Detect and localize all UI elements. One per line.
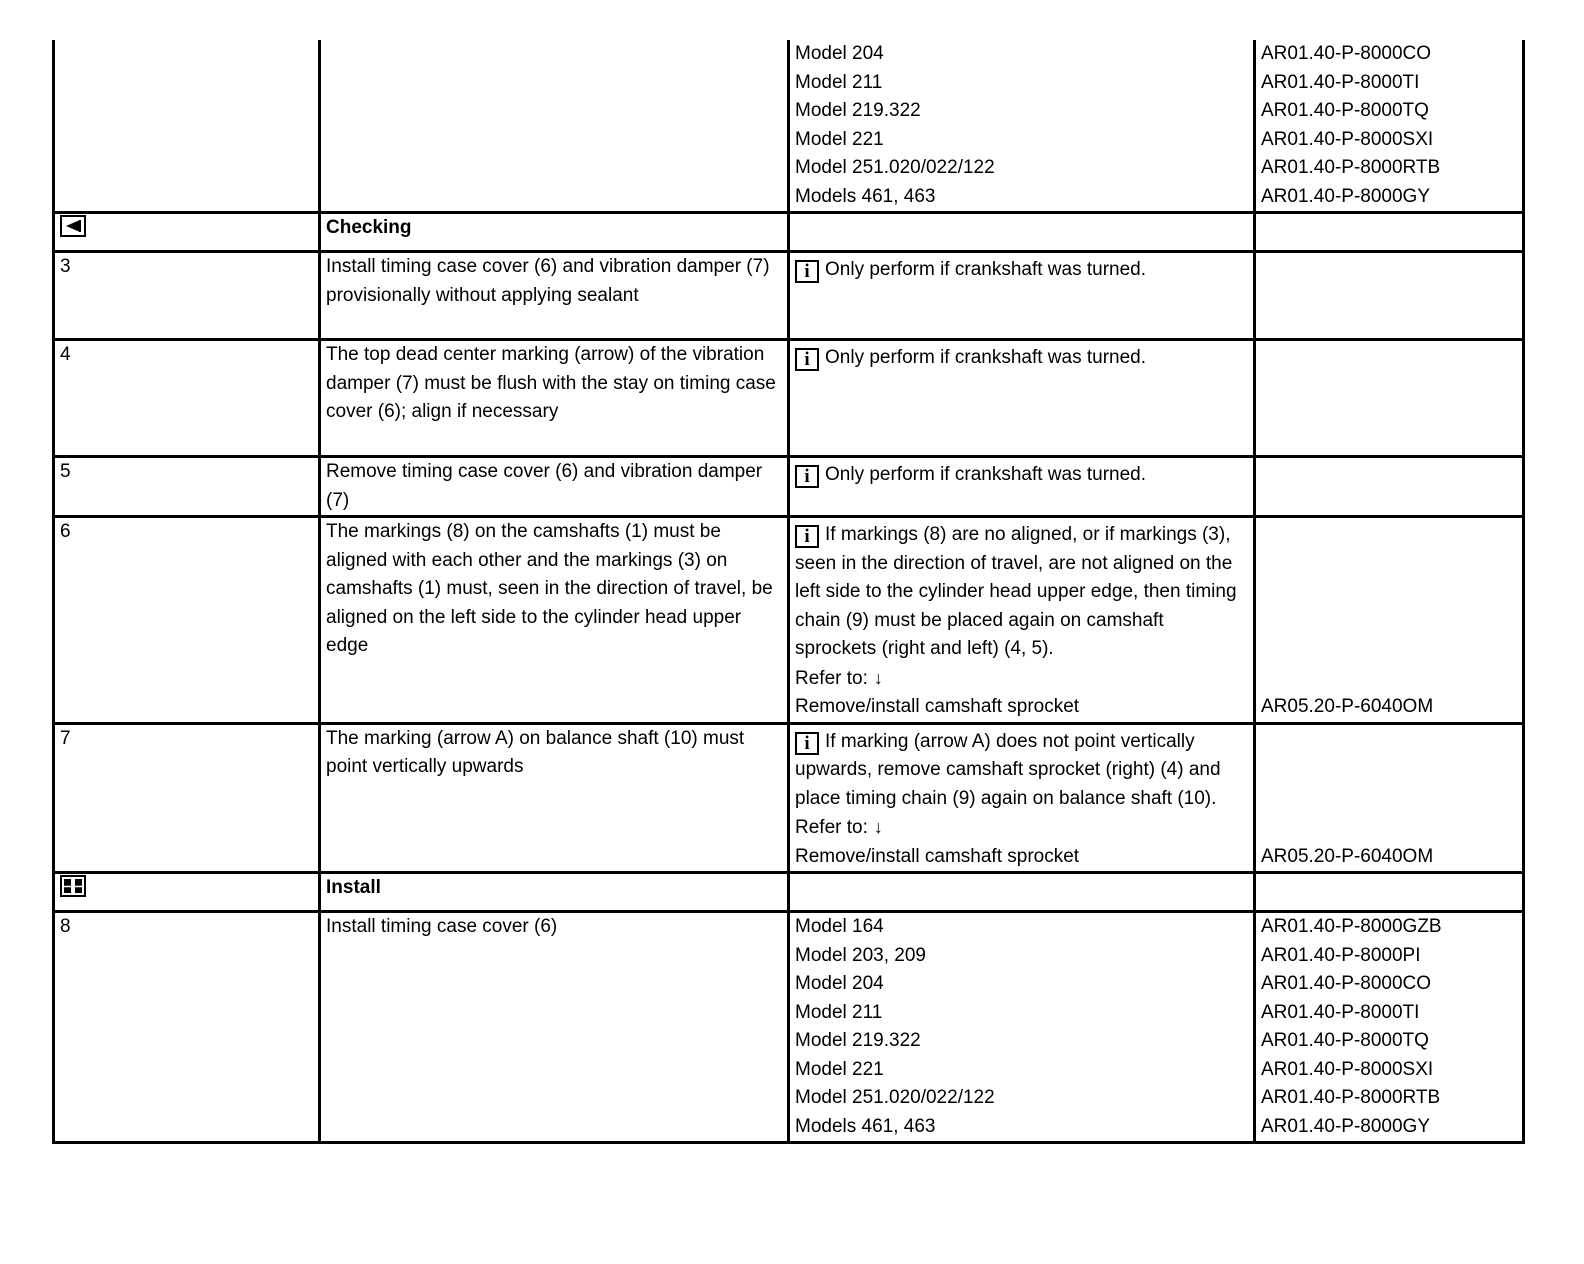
step-text: The markings (8) on the camshafts (1) must be aligned with each other and the markings (3) on camshafts (1) must, seen in the direction of travel, be aligned on the left side to the cylinder head upper edge	[320, 517, 789, 724]
step-number: 8	[54, 912, 320, 1143]
model-item: Model 211	[795, 71, 883, 93]
step-note-cell	[789, 457, 1255, 517]
models-cell	[789, 40, 1255, 213]
step-note-cell	[789, 252, 1255, 340]
empty-cell	[1255, 252, 1524, 340]
empty-cell	[789, 213, 1255, 252]
refer-link[interactable]: Remove/install camshaft sprocket	[795, 845, 1080, 867]
refer-to-label: Refer to:	[795, 817, 868, 838]
step-note-cell	[789, 340, 1255, 457]
step-note-cell	[789, 723, 1255, 873]
procedure-table	[52, 40, 1525, 1144]
ref-link[interactable]: AR01.40-P-8000SXI	[1261, 1058, 1434, 1080]
ref-link[interactable]: AR01.40-P-8000CO	[1261, 973, 1432, 994]
info-icon: i	[795, 348, 819, 371]
empty-cell	[1255, 213, 1524, 252]
model-item: Model 164	[795, 916, 884, 937]
step-number: 6	[54, 517, 320, 724]
step-text: The top dead center marking (arrow) of the vibration damper (7) must be flush with the stay on timing case cover (6); align if necessary	[320, 340, 789, 457]
step-number: 5	[54, 457, 320, 517]
step-text: Remove timing case cover (6) and vibration damper (7)	[320, 457, 789, 517]
step-number: 7	[54, 723, 320, 873]
table-row-top-models	[54, 40, 1524, 213]
model-item: Model 251.020/022/122	[795, 1087, 995, 1108]
section-title-cell	[320, 213, 789, 252]
ref-link[interactable]: AR01.40-P-8000PI	[1261, 944, 1421, 966]
info-icon: i	[795, 732, 819, 755]
ref-link[interactable]: AR05.20-P-6040OM	[1261, 845, 1434, 867]
section-title: Checking	[326, 217, 412, 238]
down-arrow-icon: ↓	[873, 667, 883, 688]
section-icon-cell	[54, 873, 320, 912]
table-row-step-8	[54, 912, 1524, 1143]
empty-cell	[1255, 340, 1524, 457]
table-row-step-3	[54, 252, 1524, 340]
ref-cell	[1255, 517, 1524, 724]
refs-cell	[1255, 40, 1524, 213]
refs-cell	[1255, 912, 1524, 1143]
step-number-cell	[54, 40, 320, 213]
step-note: If marking (arrow A) does not point vertically upwards, remove camshaft sprocket (right) (4) and place timing chain (9) again on balance shaft (10).	[795, 730, 1221, 809]
info-icon: i	[795, 465, 819, 488]
step-text-cell	[320, 40, 789, 213]
down-arrow-icon: ↓	[873, 817, 883, 837]
table-row-step-7	[54, 723, 1524, 873]
empty-cell	[1255, 457, 1524, 517]
check-triangle-icon	[60, 215, 86, 237]
info-icon: i	[795, 525, 819, 548]
table-row-step-4	[54, 340, 1524, 457]
empty-cell	[789, 873, 1255, 912]
refer-link[interactable]: Remove/install camshaft sprocket	[795, 696, 1080, 717]
step-note: If markings (8) are no aligned, or if markings (3), seen in the direction of travel, are not aligned on the left side to the cylinder head upper edge, then timing chain (9) must be placed again on camshaft sprockets (right and left) (4, 5).	[795, 524, 1237, 659]
step-text: The marking (arrow A) on balance shaft (10) must point vertically upwards	[320, 723, 789, 873]
model-item: Models 461, 463	[795, 1115, 936, 1137]
step-note: Only perform if crankshaft was turned.	[825, 347, 1147, 368]
section-icon-cell	[54, 213, 320, 252]
ref-link[interactable]: AR01.40-P-8000TI	[1261, 71, 1420, 93]
info-icon: i	[795, 260, 819, 283]
model-item: Model 211	[795, 1001, 883, 1023]
model-item: Models 461, 463	[795, 185, 936, 207]
ref-link[interactable]: AR01.40-P-8000GY	[1261, 185, 1430, 207]
step-number: 3	[54, 252, 320, 340]
section-row-checking	[54, 213, 1524, 252]
step-note-cell	[789, 517, 1255, 724]
table-row-step-5	[54, 457, 1524, 517]
ref-link[interactable]: AR01.40-P-8000CO	[1261, 43, 1432, 64]
ref-link[interactable]: AR01.40-P-8000TQ	[1261, 100, 1429, 121]
ref-link[interactable]: AR01.40-P-8000TI	[1261, 1001, 1420, 1023]
table-row-step-6	[54, 517, 1524, 724]
model-item: Model 219.322	[795, 1030, 921, 1051]
ref-cell	[1255, 723, 1524, 873]
ref-link[interactable]: AR01.40-P-8000TQ	[1261, 1030, 1429, 1051]
model-item: Model 203, 209	[795, 944, 926, 966]
section-title-cell	[320, 873, 789, 912]
step-note: Only perform if crankshaft was turned.	[825, 464, 1147, 485]
step-text: Install timing case cover (6)	[320, 912, 789, 1143]
ref-link[interactable]: AR01.40-P-8000GZB	[1261, 916, 1442, 937]
model-item: Model 219.322	[795, 100, 921, 121]
install-arrows-icon	[60, 875, 86, 897]
model-item: Model 221	[795, 128, 884, 150]
refer-to-label: Refer to:	[795, 667, 868, 689]
model-item: Model 221	[795, 1058, 884, 1080]
ref-link[interactable]: AR01.40-P-8000RTB	[1261, 157, 1441, 178]
model-item: Model 251.020/022/122	[795, 157, 995, 178]
step-number: 4	[54, 340, 320, 457]
ref-link[interactable]: AR01.40-P-8000SXI	[1261, 128, 1434, 150]
section-title: Install	[326, 877, 381, 898]
empty-cell	[1255, 873, 1524, 912]
ref-link[interactable]: AR01.40-P-8000GY	[1261, 1115, 1430, 1137]
models-cell	[789, 912, 1255, 1143]
step-note: Only perform if crankshaft was turned.	[825, 259, 1147, 280]
section-row-install	[54, 873, 1524, 912]
model-item: Model 204	[795, 973, 884, 994]
ref-link[interactable]: AR05.20-P-6040OM	[1261, 696, 1434, 717]
ref-link[interactable]: AR01.40-P-8000RTB	[1261, 1087, 1441, 1108]
step-text: Install timing case cover (6) and vibration damper (7) provisionally without applying sealant	[320, 252, 789, 340]
model-item: Model 204	[795, 43, 884, 64]
